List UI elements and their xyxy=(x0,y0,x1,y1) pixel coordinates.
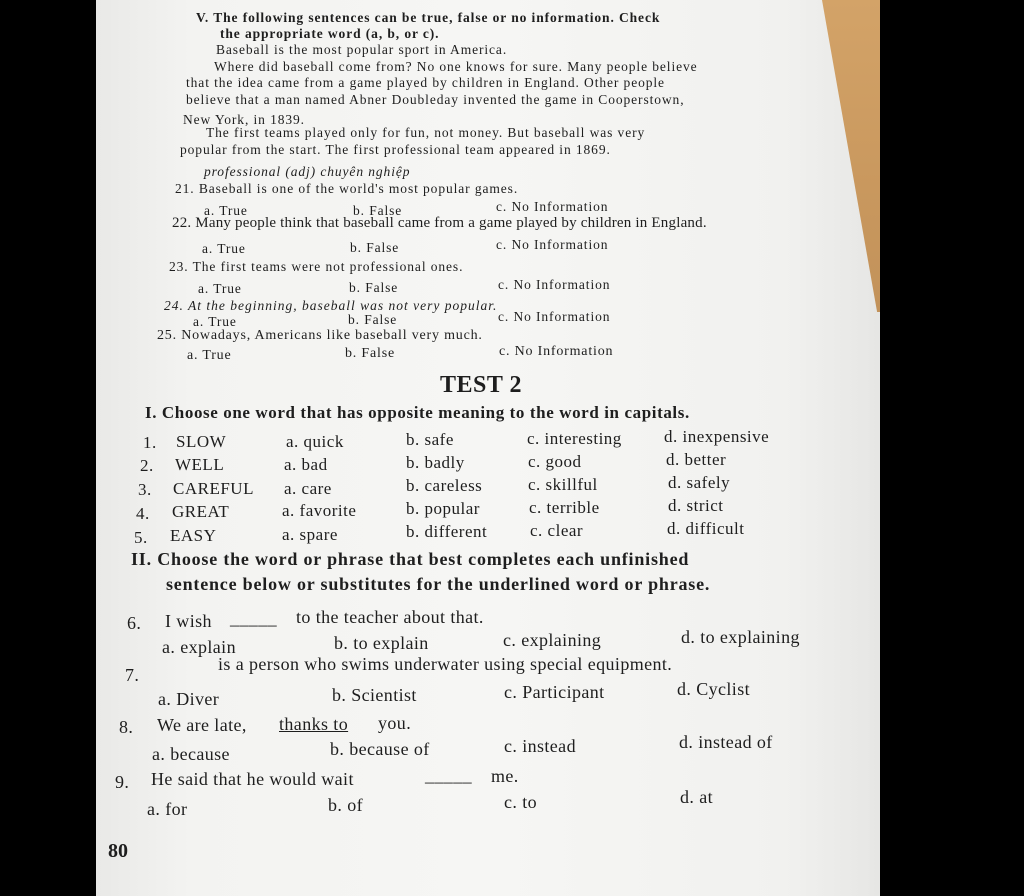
passage-line: popular from the start. The first professional team appeared in 1869. xyxy=(180,142,611,157)
section-1-heading: I. Choose one word that has opposite meaning to the word in capitals. xyxy=(145,403,690,422)
option-d: d. instead of xyxy=(679,732,773,752)
option-c: c. to xyxy=(504,792,537,812)
option-c: c. instead xyxy=(504,736,576,756)
option-a: a. True xyxy=(193,314,237,329)
option-a: a. explain xyxy=(162,637,236,657)
item-number: 4. xyxy=(136,504,150,523)
item-number: 9. xyxy=(115,772,130,792)
question-8-text: We are late, xyxy=(157,715,247,735)
option-d: d. better xyxy=(666,450,727,469)
option-a: a. care xyxy=(284,479,332,498)
option-b: b. popular xyxy=(406,499,480,518)
capital-word: GREAT xyxy=(172,502,230,521)
option-b: b. different xyxy=(406,522,488,541)
option-c: c. good xyxy=(528,452,582,471)
option-a: a. spare xyxy=(282,525,338,544)
capital-word: WELL xyxy=(175,455,225,474)
option-c: c. skillful xyxy=(528,475,598,494)
option-b: b. because of xyxy=(330,739,430,759)
item-number: 8. xyxy=(119,717,134,737)
option-b: b. badly xyxy=(406,453,465,472)
option-d: d. Cyclist xyxy=(677,679,751,699)
passage-line: believe that a man named Abner Doubleday invented the game in Cooperstown, xyxy=(186,92,685,107)
answer-blank: _____ xyxy=(230,608,277,628)
question-22: 22. Many people think that baseball came from a game played by children in England. xyxy=(172,215,707,231)
option-a: a. True xyxy=(198,281,242,296)
option-a: a. favorite xyxy=(282,501,357,520)
passage-line: New York, in 1839. xyxy=(183,112,305,127)
option-a: a. True xyxy=(204,203,248,218)
option-b: b. careless xyxy=(406,476,483,495)
option-b: b. to explain xyxy=(334,633,429,653)
option-b: b. of xyxy=(328,795,363,815)
option-a: a. quick xyxy=(286,432,344,451)
option-a: a. for xyxy=(147,799,188,819)
question-21: 21. Baseball is one of the world's most popular games. xyxy=(175,181,519,196)
answer-blank: _____ xyxy=(425,765,472,785)
exercise-v-title-cont: the appropriate word (a, b, or c). xyxy=(220,26,440,41)
option-c: c. clear xyxy=(530,521,584,540)
question-9-text: He said that he would wait xyxy=(151,769,354,789)
option-d: d. safely xyxy=(668,473,731,492)
option-a: a. True xyxy=(202,241,246,256)
option-b: b. False xyxy=(353,203,403,218)
question-6-text: I wish xyxy=(165,611,212,631)
test-title: TEST 2 xyxy=(440,372,522,398)
item-number: 3. xyxy=(138,480,152,499)
page-number: 80 xyxy=(108,840,128,862)
option-c: c. No Information xyxy=(496,237,609,252)
passage-line: that the idea came from a game played by children in England. Other people xyxy=(186,75,665,90)
option-b: b. False xyxy=(345,346,395,361)
vocab-note: professional (adj) chuyên nghiệp xyxy=(204,164,411,179)
item-number: 1. xyxy=(143,433,157,452)
passage-line: Where did baseball come from? No one knows for sure. Many people believe xyxy=(214,59,698,74)
question-7-text: is a person who swims underwater using special equipment. xyxy=(218,654,673,674)
question-25: 25. Nowadays, Americans like baseball very much. xyxy=(157,328,483,343)
passage-line: Baseball is the most popular sport in America. xyxy=(216,42,508,57)
option-c: c. terrible xyxy=(529,498,600,517)
option-a: a. True xyxy=(187,348,232,363)
option-a: a. bad xyxy=(284,455,328,474)
option-c: c. No Information xyxy=(498,309,611,324)
question-23: 23. The first teams were not professional ones. xyxy=(169,259,464,274)
question-24: 24. At the beginning, baseball was not very popular. xyxy=(164,298,498,313)
option-c: c. No Information xyxy=(498,277,611,292)
option-c: c. explaining xyxy=(503,630,602,650)
capital-word: SLOW xyxy=(176,432,227,451)
exercise-v-title: V. The following sentences can be true, false or no information. Check xyxy=(196,10,661,25)
section-2-heading-cont: sentence below or substitutes for the underlined word or phrase. xyxy=(166,574,711,594)
item-number: 6. xyxy=(127,613,142,633)
item-number: 5. xyxy=(134,528,148,547)
capital-word: EASY xyxy=(170,526,217,545)
option-b: b. False xyxy=(349,280,399,295)
option-d: d. inexpensive xyxy=(664,427,770,446)
option-b: b. False xyxy=(350,240,400,255)
option-d: d. difficult xyxy=(667,519,745,538)
section-2-heading: II. Choose the word or phrase that best completes each unfinished xyxy=(131,549,690,569)
option-d: d. to explaining xyxy=(681,627,800,647)
option-d: d. at xyxy=(680,787,713,807)
question-6-text-cont: to the teacher about that. xyxy=(296,607,484,627)
option-c: c. No Information xyxy=(499,344,614,359)
question-9-text-cont: me. xyxy=(491,766,519,786)
passage-line: The first teams played only for fun, not money. But baseball was very xyxy=(206,125,646,140)
capital-word: CAREFUL xyxy=(173,479,254,498)
item-number: 7. xyxy=(125,665,140,685)
question-8-text-cont: you. xyxy=(378,713,412,733)
option-b: b. Scientist xyxy=(332,685,417,705)
option-d: d. strict xyxy=(668,496,724,515)
option-b: b. safe xyxy=(406,430,454,449)
option-c: c. Participant xyxy=(504,682,605,702)
option-a: a. because xyxy=(152,744,230,764)
option-a: a. Diver xyxy=(158,689,220,709)
underlined-phrase: thanks to xyxy=(279,714,349,734)
option-c: c. interesting xyxy=(527,429,622,448)
option-b: b. False xyxy=(348,312,398,327)
option-c: c. No Information xyxy=(496,199,609,214)
item-number: 2. xyxy=(140,456,154,475)
